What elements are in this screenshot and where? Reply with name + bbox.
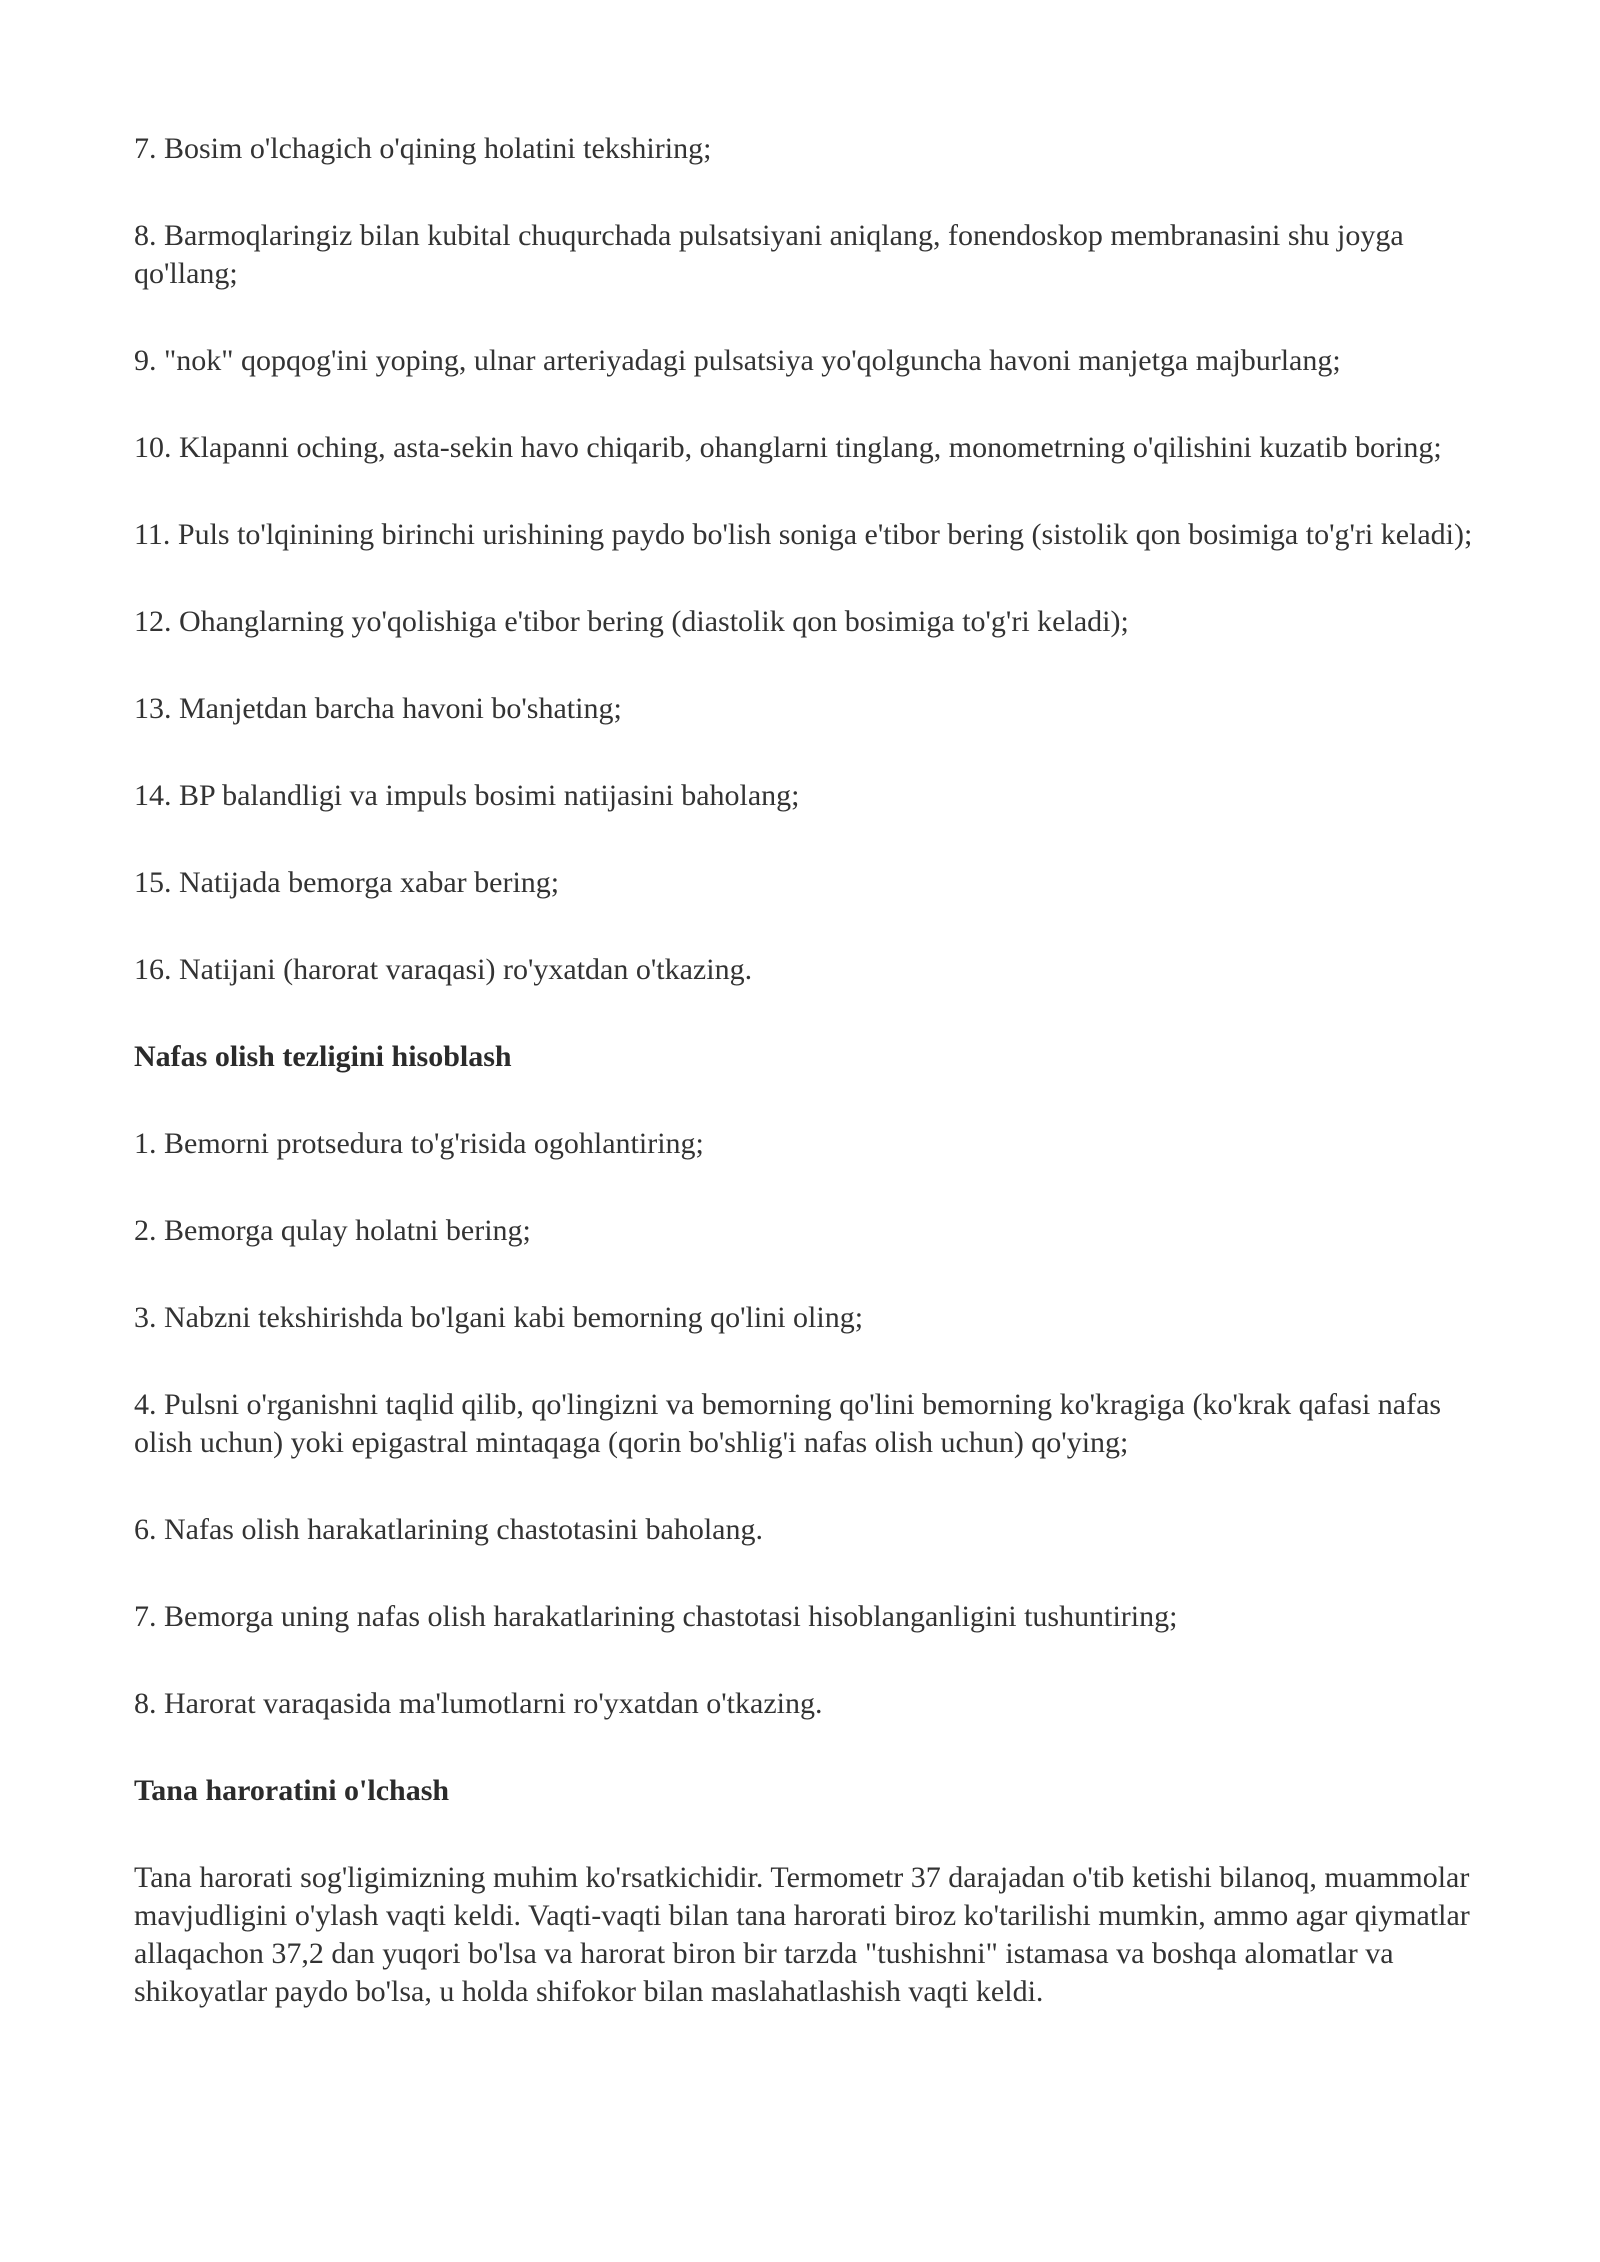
body-temperature-section xyxy=(134,1772,1474,2011)
list-item: 12. Ohanglarning yo'qolishiga e'tibor bering (diastolik qon bosimiga to'g'ri keladi); xyxy=(134,605,1129,638)
list-item: 10. Klapanni oching, asta-sekin havo chiqarib, ohanglarni tinglang, monometrning o'qilishini kuzatib boring; xyxy=(134,431,1442,464)
list-item: 9. "nok" qopqog'ini yoping, ulnar arteriyadagi pulsatsiya yo'qolguncha havoni manjetga majburlang; xyxy=(134,344,1341,377)
section-heading: Tana haroratini o'lchash xyxy=(134,1774,450,1807)
list-item: 8. Harorat varaqasida ma'lumotlarni ro'yxatdan o'tkazing. xyxy=(134,1687,823,1720)
list-item: 6. Nafas olish harakatlarining chastotasini baholang. xyxy=(134,1513,763,1546)
section-heading: Nafas olish tezligini hisoblash xyxy=(134,1040,512,1073)
list-item: 4. Pulsni o'rganishni taqlid qilib, qo'lingizni va bemorning qo'lini bemorning ko'kragiga (ko'krak qafasi nafas olish uchun) yoki epigastral mintaqaga (qorin bo'shlig'i nafas olish uchun) qo'ying; xyxy=(134,1388,1442,1459)
list-item: 1. Bemorni protsedura to'g'risida ogohlantiring; xyxy=(134,1127,704,1160)
list-item: 7. Bosim o'lchagich o'qining holatini tekshiring; xyxy=(134,132,712,165)
list-item: 13. Manjetdan barcha havoni bo'shating; xyxy=(134,692,622,725)
blood-pressure-steps xyxy=(134,130,1474,989)
respiratory-rate-section xyxy=(134,1038,1474,1723)
list-item: 15. Natijada bemorga xabar bering; xyxy=(134,866,560,899)
list-item: 7. Bemorga uning nafas olish harakatlarining chastotasi hisoblanganligini tushuntiring; xyxy=(134,1600,1178,1633)
list-item: 14. BP balandligi va impuls bosimi natijasini baholang; xyxy=(134,779,800,812)
list-item: 16. Natijani (harorat varaqasi) ro'yxatdan o'tkazing. xyxy=(134,953,753,986)
body-paragraph: Tana harorati sog'ligimizning muhim ko'rsatkichidir. Termometr 37 darajadan o'tib ketishi bilanoq, muammolar mavjudligini o'ylash vaqti keldi. Vaqti-vaqti bilan tana harorati biroz ko'tarilishi mumkin, ammo agar qiymatlar allaqachon 37,2 dan yuqori bo'lsa va harorat biron bir tarzda "tushishni" istamasa va boshqa alomatlar va shikoyatlar paydo bo'lsa, u holda shifokor bilan maslahatlashish vaqti keldi. xyxy=(134,1861,1470,2008)
list-item: 11. Puls to'lqinining birinchi urishining paydo bo'lish soniga e'tibor bering (sistolik qon bosimiga to'g'ri keladi); xyxy=(134,518,1473,551)
list-item: 8. Barmoqlaringiz bilan kubital chuqurchada pulsatsiyani aniqlang, fonendoskop membranasini shu joyga qo'llang; xyxy=(134,219,1404,290)
list-item: 3. Nabzni tekshirishda bo'lgani kabi bemorning qo'lini oling; xyxy=(134,1301,864,1334)
document-page xyxy=(134,130,1474,2060)
list-item: 2. Bemorga qulay holatni bering; xyxy=(134,1214,531,1247)
